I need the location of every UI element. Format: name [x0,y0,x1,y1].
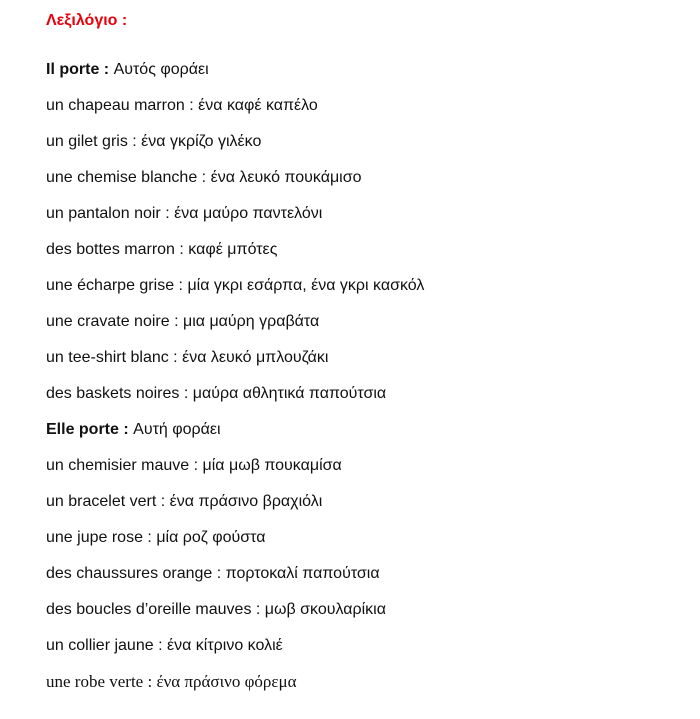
greek-translation: μια μαύρη γραβάτα [182,313,320,330]
greek-translation: ένα καφέ καπέλο [198,97,318,114]
greek-translation: ένα πράσινο φόρεμα [156,672,297,691]
separator: : [153,637,167,654]
greek-translation: Αυτός φοράει [113,61,209,78]
vocabulary-line [46,384,424,420]
vocabulary-line [46,204,424,240]
french-term: des chaussures orange [46,565,213,582]
greek-translation: ένα μαύρο παντελόνι [174,205,323,222]
vocabulary-line [46,240,424,276]
greek-translation: Αυτή φοράει [133,421,221,438]
separator: : [212,565,226,582]
french-term: un chemisier mauve [46,457,190,474]
vocabulary-line [46,312,424,348]
vocabulary-line [46,672,424,708]
vocabulary-line [46,564,424,600]
greek-translation: πορτοκαλί παπούτσια [225,565,380,582]
french-term: une chemise blanche [46,169,198,186]
section-heading-line [46,420,424,456]
greek-translation: μαύρα αθλητικά παπούτσια [192,385,387,402]
french-term: un tee-shirt blanc [46,349,169,366]
separator: : [142,529,157,546]
vocabulary-line [46,96,424,132]
french-term: des boucles d’oreille mauves [46,601,252,618]
greek-translation: μία ροζ φούστα [156,529,266,546]
greek-translation: καφέ μπότες [188,241,278,258]
greek-translation: ένα λευκό πουκάμισο [210,169,362,186]
greek-translation: ένα πράσινο βραχιόλι [169,493,323,510]
greek-translation: μία μωβ πουκαμίσα [202,457,342,474]
french-term: un bracelet vert [46,493,157,510]
greek-translation: μωβ σκουλαρίκια [264,601,386,618]
greek-translation: μία γκρι εσάρπα, ένα γκρι κασκόλ [187,277,425,294]
french-term: une jupe rose [46,529,143,546]
vocabulary-line [46,132,424,168]
separator: : [156,493,170,510]
vocabulary-line [46,492,424,528]
separator: : [127,133,142,150]
separator: : [251,601,265,618]
french-term: des bottes marron [46,241,175,258]
french-term: une écharpe grise [46,277,175,294]
section-heading-line [46,60,424,96]
vocabulary-line [46,276,424,312]
vocabulary-line [46,168,424,204]
separator: : [189,457,203,474]
french-term: une robe verte [46,672,144,691]
french-term: un collier jaune [46,637,154,654]
separator: : [197,169,211,186]
vocabulary-title: Λεξιλόγιο : [46,12,128,29]
vocabulary-line [46,528,424,564]
french-term: un gilet gris [46,133,128,150]
french-term: un pantalon noir [46,205,161,222]
greek-translation: ένα κίτρινο κολιέ [166,637,283,654]
separator: : [174,241,189,258]
greek-translation: ένα γκρίζο γιλέκο [141,133,262,150]
separator: : [143,672,157,691]
greek-translation: ένα λευκό μπλουζάκι [182,349,329,366]
vocabulary-line [46,456,424,492]
vocabulary-line [46,600,424,636]
vocabulary-line [46,348,424,384]
separator: : [174,277,188,294]
separator: : [179,385,193,402]
separator: : [160,205,175,222]
vocabulary-list [46,60,424,708]
separator: : [168,349,183,366]
separator: : [169,313,183,330]
french-term: Elle porte : [46,421,129,438]
french-term: Il porte : [46,61,110,78]
french-term: une cravate noire [46,313,170,330]
vocabulary-line [46,636,424,672]
separator: : [184,97,199,114]
french-term: des baskets noires [46,385,180,402]
french-term: un chapeau marron [46,97,185,114]
